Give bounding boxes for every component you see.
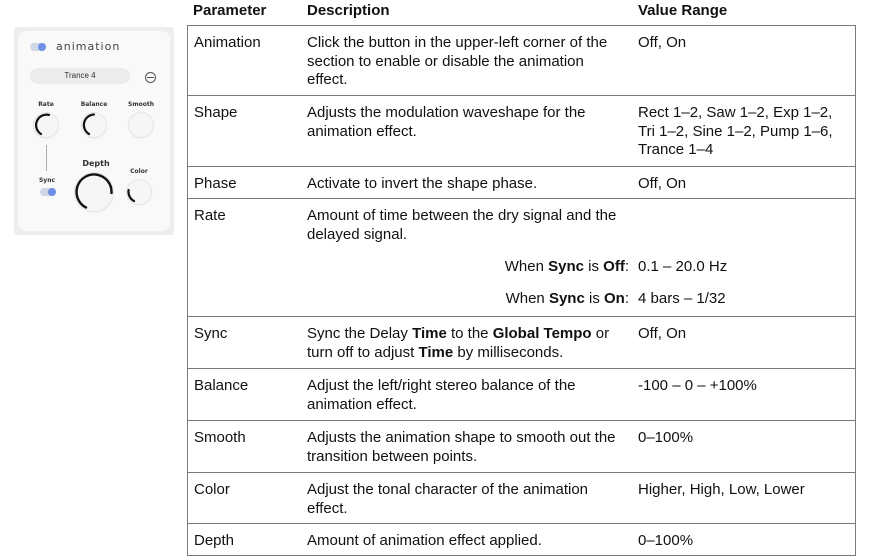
- text-bold: Sync: [548, 290, 585, 307]
- header-parameter: Parameter: [193, 2, 267, 19]
- desc-cell: Amount of time between the dry signal and the delayed signal.: [307, 207, 617, 243]
- text: :: [624, 258, 629, 275]
- depth-label: Depth: [82, 159, 110, 168]
- text-bold: Off: [603, 258, 625, 275]
- text: is: [583, 258, 604, 275]
- text: When: [504, 258, 549, 275]
- table-row: [188, 96, 855, 167]
- sync-off-condition: [505, 258, 629, 275]
- value-cell: Rect 1–2, Saw 1–2, Exp 1–2, Tri 1–2, Sine 1–2, Pump 1–6, Trance 1–4: [638, 104, 833, 158]
- table-row: [188, 473, 855, 524]
- color-label: Color: [130, 168, 148, 175]
- desc-cell: Activate to invert the shape phase.: [307, 175, 538, 192]
- text-bold: Time: [412, 325, 447, 342]
- rate-label: Rate: [38, 101, 54, 108]
- sync-toggle[interactable]: [40, 188, 56, 196]
- rate-arc-icon: [34, 113, 58, 137]
- toggle-knob: [38, 43, 46, 51]
- text: to the: [446, 325, 493, 342]
- table-row: [188, 317, 855, 369]
- sync-on-condition: [506, 290, 629, 307]
- param-cell: Balance: [194, 377, 249, 394]
- toggle-knob: [48, 188, 56, 196]
- animation-panel-image: [14, 27, 174, 235]
- sync-label: Sync: [38, 177, 56, 184]
- balance-arc-icon: [82, 113, 106, 137]
- param-cell: Color: [194, 481, 230, 498]
- text: by milliseconds.: [453, 343, 564, 361]
- value-cell: 0–100%: [638, 532, 694, 549]
- smooth-knob[interactable]: [129, 113, 153, 137]
- table-row: [188, 199, 855, 317]
- text-bold: Sync: [548, 258, 584, 275]
- value-cell: 0–100%: [638, 429, 694, 446]
- text-bold: On: [603, 290, 625, 307]
- sync-on-value: 4 bars – 1/32: [638, 290, 726, 307]
- color-arc-icon: [127, 180, 151, 204]
- balance-knob[interactable]: [82, 113, 106, 137]
- value-cell: Off, On: [638, 34, 687, 51]
- sync-off-value: 0.1 – 20.0 Hz: [638, 258, 728, 275]
- desc-cell: Amount of animation effect applied.: [307, 532, 542, 549]
- param-cell: Shape: [194, 104, 238, 121]
- desc-cell: Click the button in the upper-left corner of the section to enable or disable the animation effect.: [307, 34, 608, 88]
- parameter-table: [187, 25, 856, 556]
- divider-line: [46, 145, 47, 171]
- text: :: [624, 290, 629, 307]
- param-cell: Rate: [194, 207, 226, 224]
- text: When: [505, 290, 549, 307]
- value-cell: -100 – 0 – +100%: [638, 377, 757, 394]
- smooth-label: Smooth: [128, 101, 154, 108]
- table-row: [188, 421, 855, 473]
- depth-knob[interactable]: [75, 173, 113, 211]
- table-row: [188, 369, 855, 421]
- header-value-range: Value Range: [638, 2, 728, 19]
- param-cell: Smooth: [194, 429, 246, 446]
- header-description: Description: [307, 2, 390, 19]
- desc-cell: Adjusts the animation shape to smooth out the transition between points.: [307, 429, 616, 465]
- param-cell: Animation: [194, 34, 261, 51]
- desc-cell: Adjust the tonal character of the animation effect.: [307, 481, 589, 517]
- circle-minus-icon[interactable]: [145, 72, 156, 83]
- param-cell: Sync: [194, 325, 228, 342]
- color-knob[interactable]: [127, 180, 151, 204]
- desc-cell: Adjust the left/right stereo balance of the animation effect.: [307, 377, 576, 413]
- text-bold: Time: [418, 343, 454, 361]
- desc-cell: Adjusts the modulation waveshape for the animation effect.: [307, 104, 586, 140]
- value-cell: Off, On: [638, 325, 687, 342]
- table-row: [188, 167, 855, 199]
- shape-preset-selector[interactable]: Trance 4: [30, 68, 130, 84]
- panel-title: animation: [56, 40, 121, 53]
- table-row: [188, 524, 855, 555]
- param-cell: Phase: [194, 175, 237, 192]
- rate-knob[interactable]: [34, 113, 58, 137]
- text: or turn off to adjust: [307, 325, 610, 361]
- animation-panel: [18, 31, 170, 231]
- value-cell: Off, On: [638, 175, 687, 192]
- table-row: [188, 26, 855, 96]
- value-cell: Higher, High, Low, Lower: [638, 481, 805, 498]
- desc-cell: [307, 325, 627, 362]
- balance-label: Balance: [80, 101, 108, 108]
- text: Sync the Delay: [307, 325, 413, 342]
- animation-enable-toggle[interactable]: [30, 43, 46, 51]
- param-cell: Depth: [194, 532, 235, 549]
- depth-arc-icon: [75, 173, 113, 211]
- text: is: [584, 290, 604, 307]
- text-bold: Global Tempo: [492, 325, 592, 342]
